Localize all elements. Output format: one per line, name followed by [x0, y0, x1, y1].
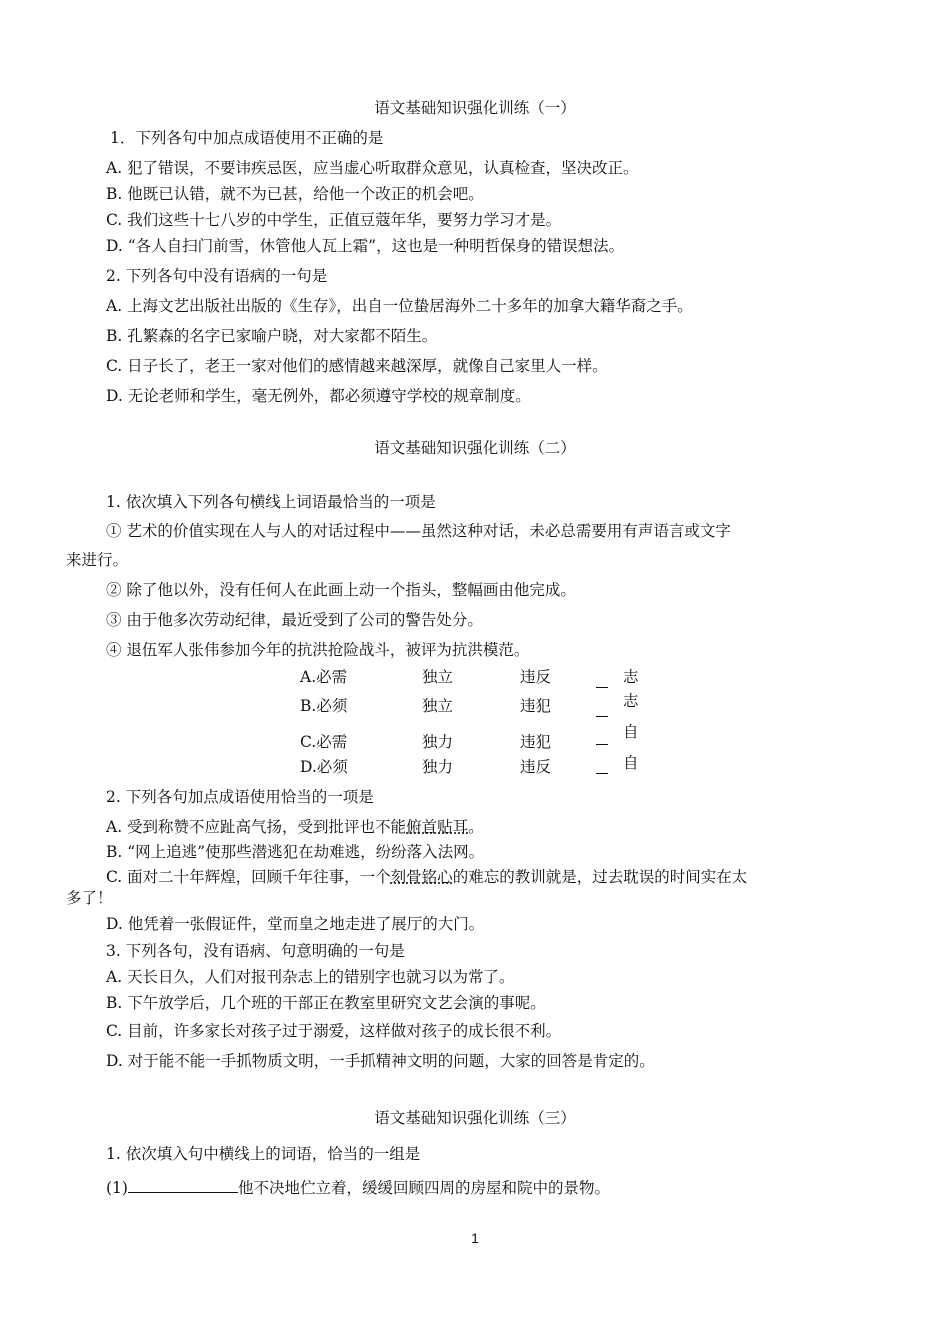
s1-q2-option-c: C. 日子长了，老王一家对他们的感情越来越深厚，就像自己家里人一样。: [106, 357, 608, 375]
option-col-4: 自: [623, 723, 639, 741]
option-col-4: 志: [623, 692, 639, 710]
s1-q1-option-c: C. 我们这些十七八岁的中学生，正值豆蔻年华，要努力学习才是。: [106, 211, 562, 229]
option-col-3: 违反: [520, 758, 552, 776]
blank-mark: [596, 773, 608, 774]
blank-mark: [596, 687, 608, 688]
s2-q2-option-c-cont: 多了！: [66, 889, 113, 907]
text: 的难忘的教训就是，过去耽误的时间实在太: [452, 868, 748, 886]
option-col-3: 违犯: [520, 697, 552, 715]
text: 。: [468, 818, 484, 836]
s1-question-2: 2. 下列各句中没有语病的一句是: [106, 267, 328, 285]
dotted-idiom: 俯首贴耳: [406, 818, 469, 836]
s2-q2-option-c: [106, 867, 747, 887]
s2-item-2: ② 除了他以外，没有任何人在此画上动一个指头，整幅画由他完成。: [106, 581, 576, 599]
option-col-2: 独立: [422, 697, 454, 715]
text: 他不决地伫立着，缓缓回顾四周的房屋和院中的景物。: [237, 1179, 610, 1197]
option-col-2: 独力: [422, 733, 454, 751]
s1-q1-option-a: A. 犯了错误，不要讳疾忌医，应当虚心听取群众意见，认真检查，坚决改正。: [106, 159, 639, 177]
s2-question-2: 2. 下列各句加点成语使用恰当的一项是: [106, 788, 374, 806]
section-3-title: 语文基础知识强化训练（三）: [374, 1109, 576, 1127]
s1-q2-option-a: A. 上海文艺出版社出版的《生存》，出自一位蛰居海外二十多年的加拿大籍华裔之手。: [106, 297, 693, 315]
s2-q2-option-d: D. 他凭着一张假证件，堂而皇之地走进了展厅的大门。: [106, 915, 485, 933]
option-col-2: 独立: [422, 668, 454, 686]
s2-q3-option-a: A. 天长日久，人们对报刊杂志上的错别字也就习以为常了。: [106, 968, 515, 986]
s2-question-1: 1. 依次填入下列各句横线上词语最恰当的一项是: [106, 493, 436, 511]
option-col-4: 志: [623, 668, 639, 686]
s3-item-1: [106, 1178, 610, 1198]
dotted-idiom: 刻骨铭心: [390, 868, 453, 886]
option-col-3: 违犯: [520, 733, 552, 751]
page-number: 1: [471, 1230, 479, 1246]
s1-q1-option-b: B. 他既已认错，就不为已甚，给他一个改正的机会吧。: [106, 185, 484, 203]
s1-q2-option-d: D. 无论老师和学生，毫无例外，都必须遵守学校的规章制度。: [106, 387, 531, 405]
s2-item-4: ④ 退伍军人张伟参加今年的抗洪抢险战斗，被评为抗洪模范。: [106, 641, 530, 659]
s2-q3-option-d: D. 对于能不能一手抓物质文明，一手抓精神文明的问题，大家的回答是肯定的。: [106, 1052, 655, 1070]
s2-item-1-cont: 来进行。: [66, 551, 129, 569]
s2-question-3: 3. 下列各句，没有语病、句意明确的一句是: [106, 942, 405, 960]
text: C. 面对二十年辉煌，回顾千年往事，一个: [106, 868, 391, 886]
s1-q1-option-d: D. “各人自扫门前雪，休管他人瓦上霜”，这也是一种明哲保身的错误想法。: [106, 237, 625, 255]
s3-question-1: 1. 依次填入句中横线上的词语，恰当的一组是: [106, 1145, 421, 1163]
s2-item-3: ③ 由于他多次劳动纪律，最近受到了公司的警告处分。: [106, 611, 483, 629]
s2-item-1: ① 艺术的价值实现在人与人的对话过程中——虽然这种对话，未必总需要用有声语言或文字: [106, 522, 731, 540]
blank-mark: [596, 716, 608, 717]
option-col-1: D.必须: [300, 758, 348, 776]
s2-q3-option-c: C. 目前，许多家长对孩子过于溺爱，这样做对孩子的成长很不利。: [106, 1022, 562, 1040]
s2-q2-option-a: [106, 817, 484, 837]
section-2-title: 语文基础知识强化训练（二）: [374, 439, 576, 457]
text: (1): [106, 1179, 128, 1197]
text: A. 受到称赞不应趾高气扬，受到批评也不能: [106, 818, 407, 836]
s2-q2-option-b: B. “网上追逃”使那些潜逃犯在劫难逃，纷纷落入法网。: [106, 843, 485, 861]
s2-q3-option-b: B. 下午放学后，几个班的干部正在教室里研究文艺会演的事呢。: [106, 994, 546, 1012]
option-col-1: C.必需: [300, 733, 348, 751]
s1-q2-option-b: B. 孔繁森的名字已家喻户晓，对大家都不陌生。: [106, 327, 438, 345]
blank-mark: [596, 744, 608, 745]
option-col-1: B.必须: [300, 697, 348, 715]
option-col-3: 违反: [520, 668, 552, 686]
option-col-1: A.必需: [300, 668, 348, 686]
option-col-4: 自: [623, 754, 639, 772]
blank-line: [128, 1178, 238, 1193]
s1-question-1: 1．下列各句中加点成语使用不正确的是: [110, 129, 384, 147]
section-1-title: 语文基础知识强化训练（一）: [374, 99, 576, 117]
option-col-2: 独力: [422, 758, 454, 776]
